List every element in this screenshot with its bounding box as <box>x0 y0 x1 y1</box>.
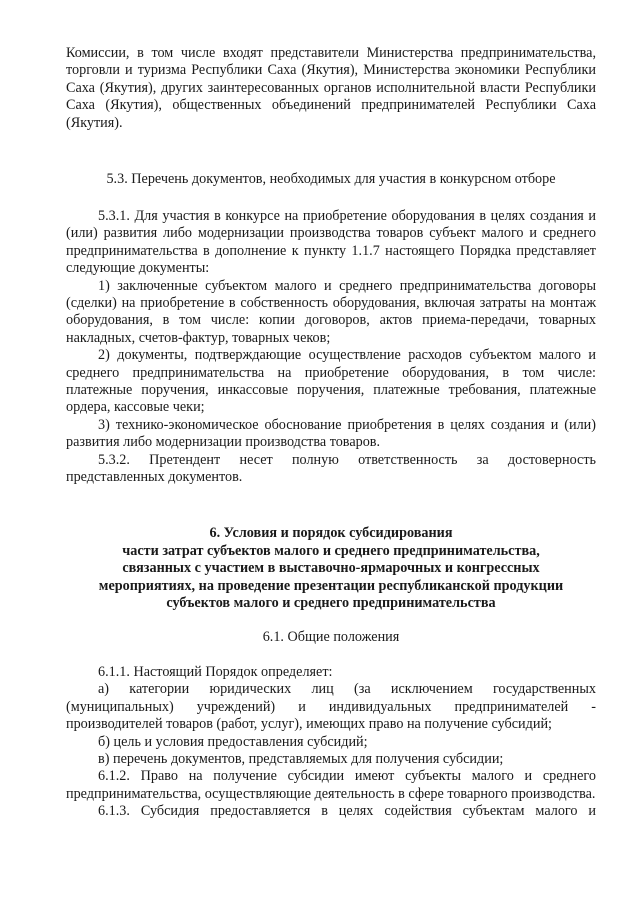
subsection-6-1-heading: 6.1. Общие положения <box>262 629 400 645</box>
subsection-6-1-heading-block <box>66 629 596 646</box>
paragraph-5-3-2: 5.3.2. Претендент несет полную ответственность за достоверность представленных документов. <box>66 451 596 486</box>
intro-paragraph: Комиссии, в том числе входят представители Министерства предпринимательства, торговли и туризма Республики Саха (Якутия), Министерства экономики Республики Саха (Якутия), других заинтересованных органов исполнительной власти Республики Саха (Якутия), общественных объединений предпринимателей Республики Саха (Якутия). <box>66 45 596 131</box>
section-6-heading <box>66 525 596 613</box>
list-item-b: б) цель и условия предоставления субсидий; <box>98 733 368 750</box>
paragraph-6-1-2: 6.1.2. Право на получение субсидии имеют субъекты малого и среднего предпринимательства, осуществляющие деятельность в сфере товарного производства. <box>66 768 596 802</box>
section-6-title <box>66 525 596 613</box>
section-6-title-line-3: связанных с участием в выставочно-ярмарочных и конгрессных <box>122 560 540 577</box>
list-item-v: в) перечень документов, представляемых для получения субсидии; <box>98 751 504 768</box>
list-item-2: 2) документы, подтверждающие осуществление расходов субъектом малого и среднего предпринимательства на приобретение оборудования, в том числе: платежные поручения, инкассовые поручения, платежные требования, платежные ордера, кассовые чеки; <box>66 347 596 416</box>
subsection-5-3-heading-block <box>66 171 596 188</box>
section-6-title-line-1: 6. Условия и порядок субсидирования <box>209 525 453 541</box>
list-item-3: 3) технико-экономическое обоснование приобретения в целях создания и (или) развития либо модернизации производства товаров. <box>66 416 596 451</box>
intro-block <box>66 45 596 132</box>
paragraph-5-3-1: 5.3.1. Для участия в конкурсе на приобретение оборудования в целях создания и (или) развития либо модернизации производства товаров субъект малого и среднего предпринимательства в дополнение к пункту 1.1.7 настоящего Порядка представляет следующие документы: <box>66 208 596 277</box>
paragraph-6-1-3: 6.1.3. Субсидия предоставляется в целях содействия субъектам малого и <box>98 803 596 820</box>
subsection-5-3-body <box>66 208 596 487</box>
section-6-title-line-4: мероприятиях, на проведение презентации республиканской продукции <box>98 577 564 594</box>
section-6-title-line-5: субъектов малого и среднего предпринимательства <box>166 595 496 612</box>
subsection-5-3-heading: 5.3. Перечень документов, необходимых для участия в конкурсном отборе <box>106 171 556 187</box>
section-6-title-line-2: части затрат субъектов малого и среднего предпринимательства, <box>122 542 540 559</box>
list-item-1: 1) заключенные субъектом малого и среднего предпринимательства договоры (сделки) на приобретение в собственность оборудования, включая затраты на монтаж оборудования, в том числе: копии договоров, актов приема-передачи, товарных накладных, счетов-фактур, товарных чеков; <box>66 277 596 346</box>
paragraph-6-1-1: 6.1.1. Настоящий Порядок определяет: <box>98 664 333 680</box>
subsection-6-1-body <box>66 664 596 821</box>
list-item-a: а) категории юридических лиц (за исключением государственных (муниципальных) учреждений) и индивидуальных предпринимателей - производителей товаров (работ, услуг), имеющих право на получение субсидий; <box>66 681 596 733</box>
